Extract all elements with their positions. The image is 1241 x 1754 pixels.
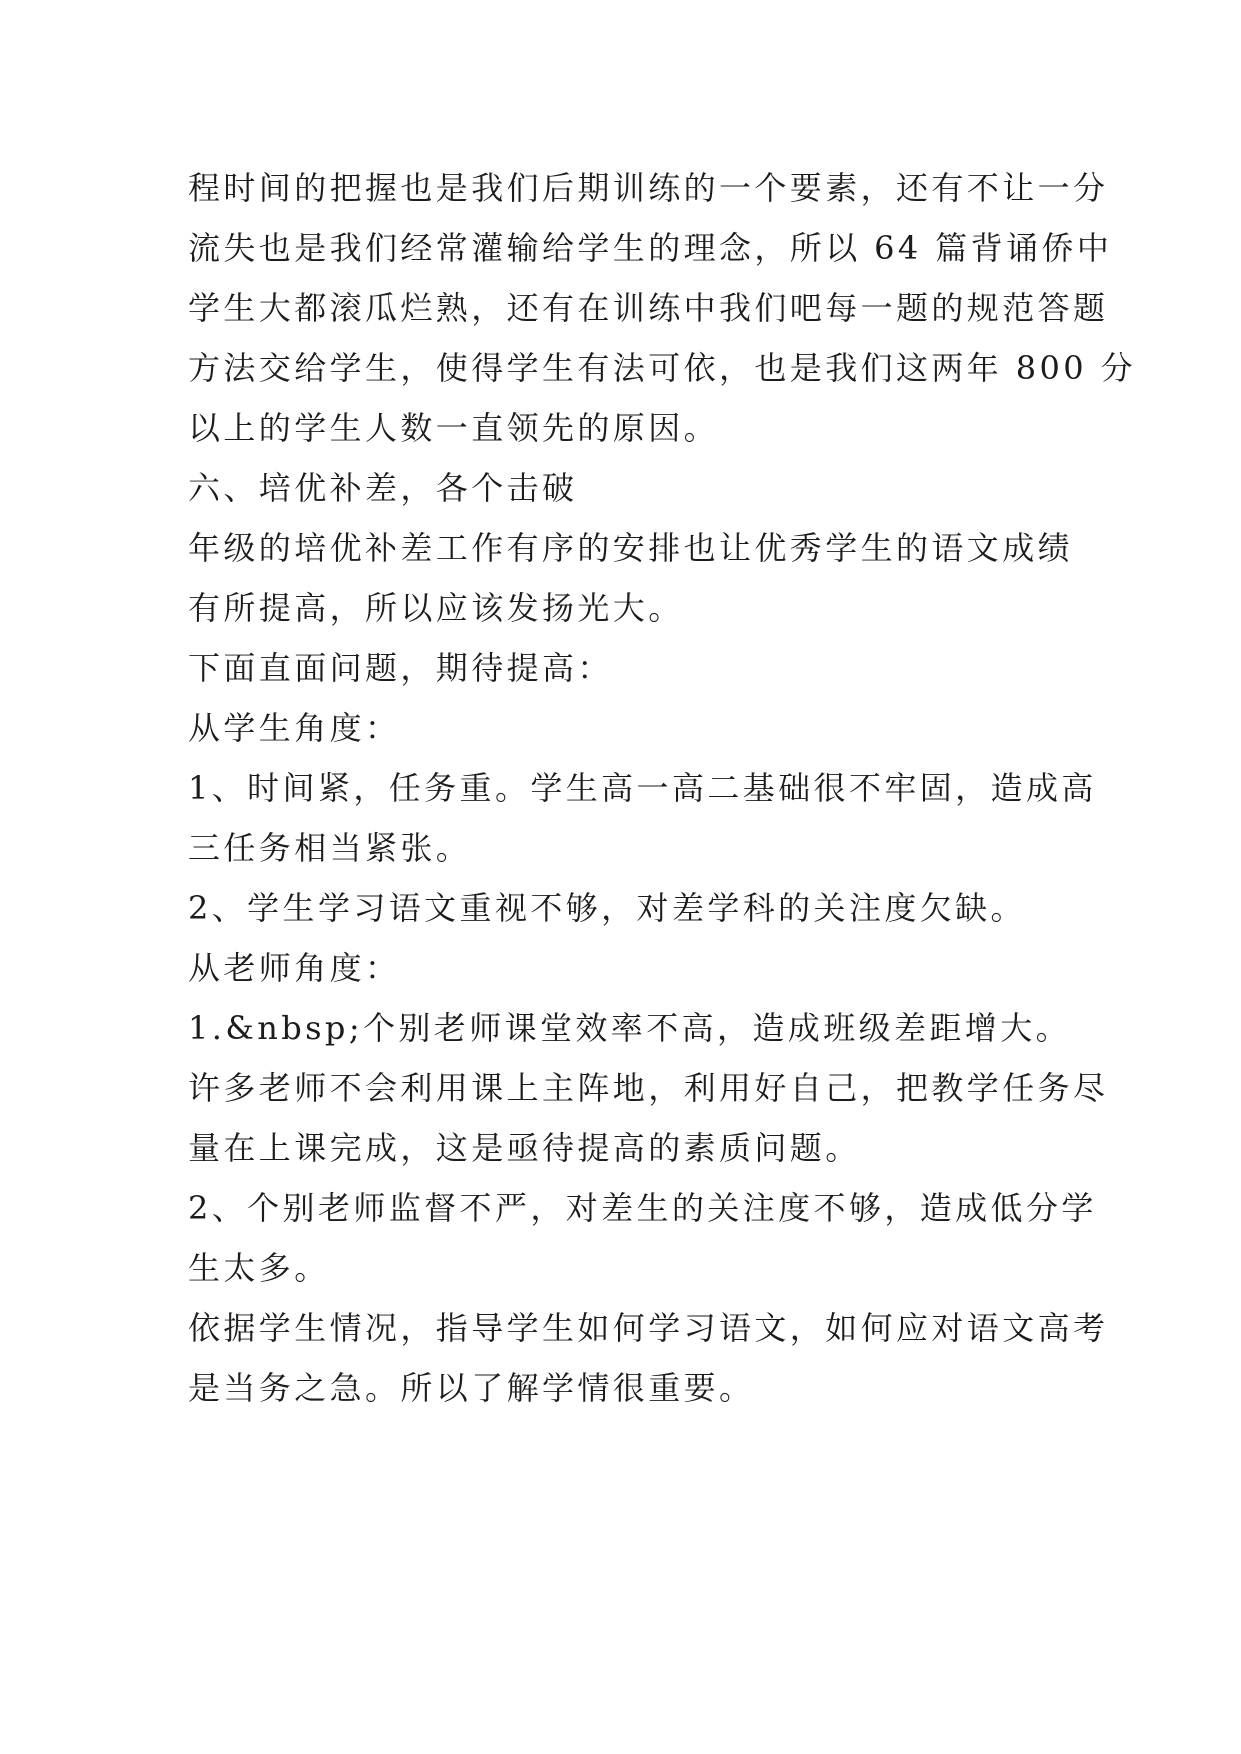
text-line: 以上的学生人数一直领先的原因。: [188, 409, 720, 447]
text-line: 流失也是我们经常灌输给学生的理念，所以 64 篇背诵侨中: [188, 229, 1113, 267]
text-line: 程时间的把握也是我们后期训练的一个要素，还有不让一分: [188, 169, 1109, 207]
section-heading: 六、培优补差，各个击破: [188, 469, 578, 507]
text-line: 许多老师不会利用课上主阵地，利用好自己，把教学任务尽: [188, 1069, 1109, 1107]
subheading-teachers: 从老师角度：: [188, 949, 401, 987]
text-line: 三任务相当紧张。: [188, 829, 472, 867]
list-item: 1.&nbsp;个别老师课堂效率不高，造成班级差距增大。: [188, 1009, 1071, 1047]
body-text: [188, 158, 1137, 1418]
text-line: 年级的培优补差工作有序的安排也让优秀学生的语文成绩: [188, 529, 1074, 567]
list-item: 1、时间紧，任务重。学生高一高二基础很不牢固，造成高: [188, 769, 1097, 807]
text-line: 下面直面问题，期待提高：: [188, 649, 613, 687]
text-line: 方法交给学生，使得学生有法可依，也是我们这两年 800 分: [188, 349, 1137, 387]
list-item: 2、学生学习语文重视不够，对差学科的关注度欠缺。: [188, 889, 1026, 927]
text-line: 量在上课完成，这是亟待提高的素质问题。: [188, 1129, 861, 1167]
text-line: 学生大都滚瓜烂熟，还有在训练中我们吧每一题的规范答题: [188, 289, 1109, 327]
text-line: 生太多。: [188, 1249, 330, 1287]
subheading-students: 从学生角度：: [188, 709, 401, 747]
list-item: 2、个别老师监督不严，对差生的关注度不够，造成低分学: [188, 1189, 1097, 1227]
text-line: 有所提高，所以应该发扬光大。: [188, 589, 684, 627]
text-line: 是当务之急。所以了解学情很重要。: [188, 1369, 755, 1407]
text-line: 依据学生情况，指导学生如何学习语文，如何应对语文高考: [188, 1309, 1109, 1347]
